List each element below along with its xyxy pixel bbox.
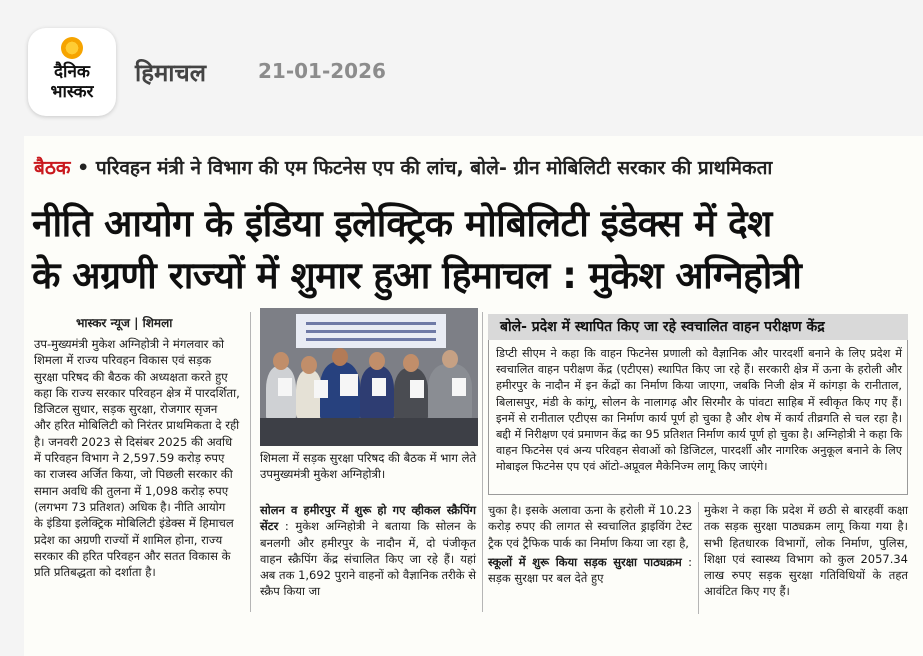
text-line: और हरित मोबिलिटी को निरंतर प्राथमिकता दे रही xyxy=(34,418,240,433)
news-photo[interactable] xyxy=(260,308,478,446)
column-divider xyxy=(250,312,251,612)
photo-table xyxy=(260,418,478,446)
logo-line1: दैनिक xyxy=(54,62,90,82)
headline-line2: के अग्रणी राज्यों में शुमार हुआ हिमाचल : मुकेश अग्निहोत्री xyxy=(32,254,802,297)
subhead-scrapping: सोलन व हमीरपुर में शुरू हो गए व्हीकल स्क्रैपिंग सेंटर xyxy=(260,503,476,534)
app-header xyxy=(0,0,923,136)
headline-line1: नीति आयोग के इंडिया इलेक्ट्रिक मोबिलिटी इंडेक्स में देश xyxy=(32,202,772,245)
text-line: कहा कि राज्य सरकार परिवहन क्षेत्र में पारदर्शिता, xyxy=(34,385,240,400)
photo-banner xyxy=(296,314,446,348)
article-column-1 xyxy=(34,336,246,580)
text-line: सुरक्षा परिषद की बैठक की अध्यक्षता करते हुए xyxy=(34,369,228,384)
dainik-bhaskar-logo[interactable] xyxy=(28,28,116,116)
kicker-text: • परिवहन मंत्री ने विभाग की एम फिटनेस एप की लांच, बोले- ग्रीन मोबिलिटी सरकार की प्राथमिकता xyxy=(77,157,773,179)
text-line: प्रति प्रतिबद्धता को दर्शाता है। xyxy=(34,565,156,580)
info-box-title: बोले- प्रदेश में स्थापित किए जा रहे स्वचालित वाहन परीक्षण केंद्र xyxy=(488,314,908,340)
edition-title: हिमाचल xyxy=(135,59,207,87)
text-line: प्रदेश का अग्रणी राज्यों में शामिल होना, राज्य xyxy=(34,532,223,547)
kicker-label: बैठक xyxy=(34,157,71,179)
column-2-text: : मुकेश अग्निहोत्री ने बताया कि सोलन के बनलगी और हमीरपुर के नादौन में, दो पंजीकृत वाहन स्क्रैपिंग केंद्र संचालित किए जा रहे हैं। यहां अब तक 1,692 पुराने वाहनों को वैज्ञानिक तरीके से स्क्रैप किया जा xyxy=(260,519,476,599)
article-column-3 xyxy=(488,502,692,586)
column-divider xyxy=(698,502,699,614)
headline xyxy=(32,198,912,302)
text-line: का राजस्व अर्जित किया, जो पिछली सरकार की xyxy=(34,467,233,482)
info-box-text: डिप्टी सीएम ने कहा कि वाहन फिटनेस प्रणाली को वैज्ञानिक और पारदर्शी बनाने के लिए प्रदेश में स्वचालित वाहन परीक्षण केंद्र (एटीएस) स्थापित किए जा रहे हैं। सरकारी क्षेत्र में ऊना के हरोली और हमीरपुर के नादौन में इन केंद्रों का निर्माण किया जाएगा, जबकि निजी क्षेत्र में कांगड़ा के रानीताल, बिलासपुर, मंडी के कांगू, सोलन के नालागढ़ और सिरमौर के पांवटा साहिब में स्वीकृत किए गए हैं। इनमें से रानीताल एटीएस का निर्माण कार्य पूर्ण हो चुका है और शेष में कार्य तीव्रगति से चल रहा है। बद्दी में निरीक्षण एवं प्रमाणन केंद्र का 95 प्रतिशत निर्माण कार्य पूर्ण हो चुका है। अग्निहोत्री ने कहा कि वाहन फिटनेस एवं अन्य परिवहन सेवाओं को डिजिटल, पारदर्शी और नागरिक अनुकूल बनाने के लिए मोबाइल फिटनेस एप एवं ऑटो-अप्रूवल मैकेनिज्म लागू किए जाएंगे। xyxy=(496,347,902,474)
column-divider xyxy=(482,312,483,612)
kicker xyxy=(34,154,772,180)
text-line: डिजिटल सुधार, सड़क सुरक्षा, रोजगार सृजन xyxy=(34,402,218,417)
byline: भास्कर न्यूज | शिमला xyxy=(76,316,173,330)
text-line: के इंडिया इलेक्ट्रिक मोबिलिटी इंडेक्स में हिमाचल xyxy=(34,516,234,531)
text-line: उप-मुख्यमंत्री मुकेश अग्निहोत्री ने मंगलवार को xyxy=(34,337,225,351)
text-line: में परिवहन विभाग ने 2,597.59 करोड़ रुपए xyxy=(34,451,225,466)
column-3-text: चुका है। इसके अलावा ऊना के हरोली में 10.23 करोड़ रुपए की लागत से स्वचालित ड्राइविंग टेस्ट ट्रैक एवं ट्रैफिक पार्क का निर्माण किया जा रहा है, xyxy=(488,503,692,550)
photo-caption: शिमला में सड़क सुरक्षा परिषद की बैठक में भाग लेते उपमुख्यमंत्री मुकेश अग्निहोत्री। xyxy=(260,451,477,482)
edition-date: 21-01-2026 xyxy=(258,59,386,83)
logo-line2: भास्कर xyxy=(50,82,94,102)
text-line: सरकार की हरित परिवहन और सतत विकास के xyxy=(34,548,231,563)
article-column-2 xyxy=(260,502,476,600)
sun-icon xyxy=(61,37,83,59)
text-line: शिमला में राज्य परिवहन विकास एवं सड़क xyxy=(34,353,212,368)
column-3-subtext: : सड़क सुरक्षा पर बल देते हुए xyxy=(488,554,693,586)
text-line: (लगभग 73 प्रतिशत) अधिक है। नीति आयोग xyxy=(34,499,226,514)
subhead-school-curriculum: स्कूलों में शुरू किया सड़क सुरक्षा पाठ्यक्रम xyxy=(488,554,682,569)
article-column-4: मुकेश ने कहा कि प्रदेश में छठी से बारहवीं कक्षा तक सड़क सुरक्षा पाठ्यक्रम लागू किया गया है। सभी हितधारक विभागों, लोक निर्माण, पुलिस, शिक्षा एवं स्वास्थ्य विभाग को कुल 2057.34 लाख रुपए सड़क सुरक्षा गतिविधियों के तहत आवंटित किए गए हैं। xyxy=(704,503,908,599)
text-line: समान अवधि की तुलना में 1,098 करोड़ रुपए xyxy=(34,483,229,498)
newspaper-clipping xyxy=(24,136,923,656)
text-line: है। जनवरी 2023 से दिसंबर 2025 की अवधि xyxy=(34,434,233,449)
